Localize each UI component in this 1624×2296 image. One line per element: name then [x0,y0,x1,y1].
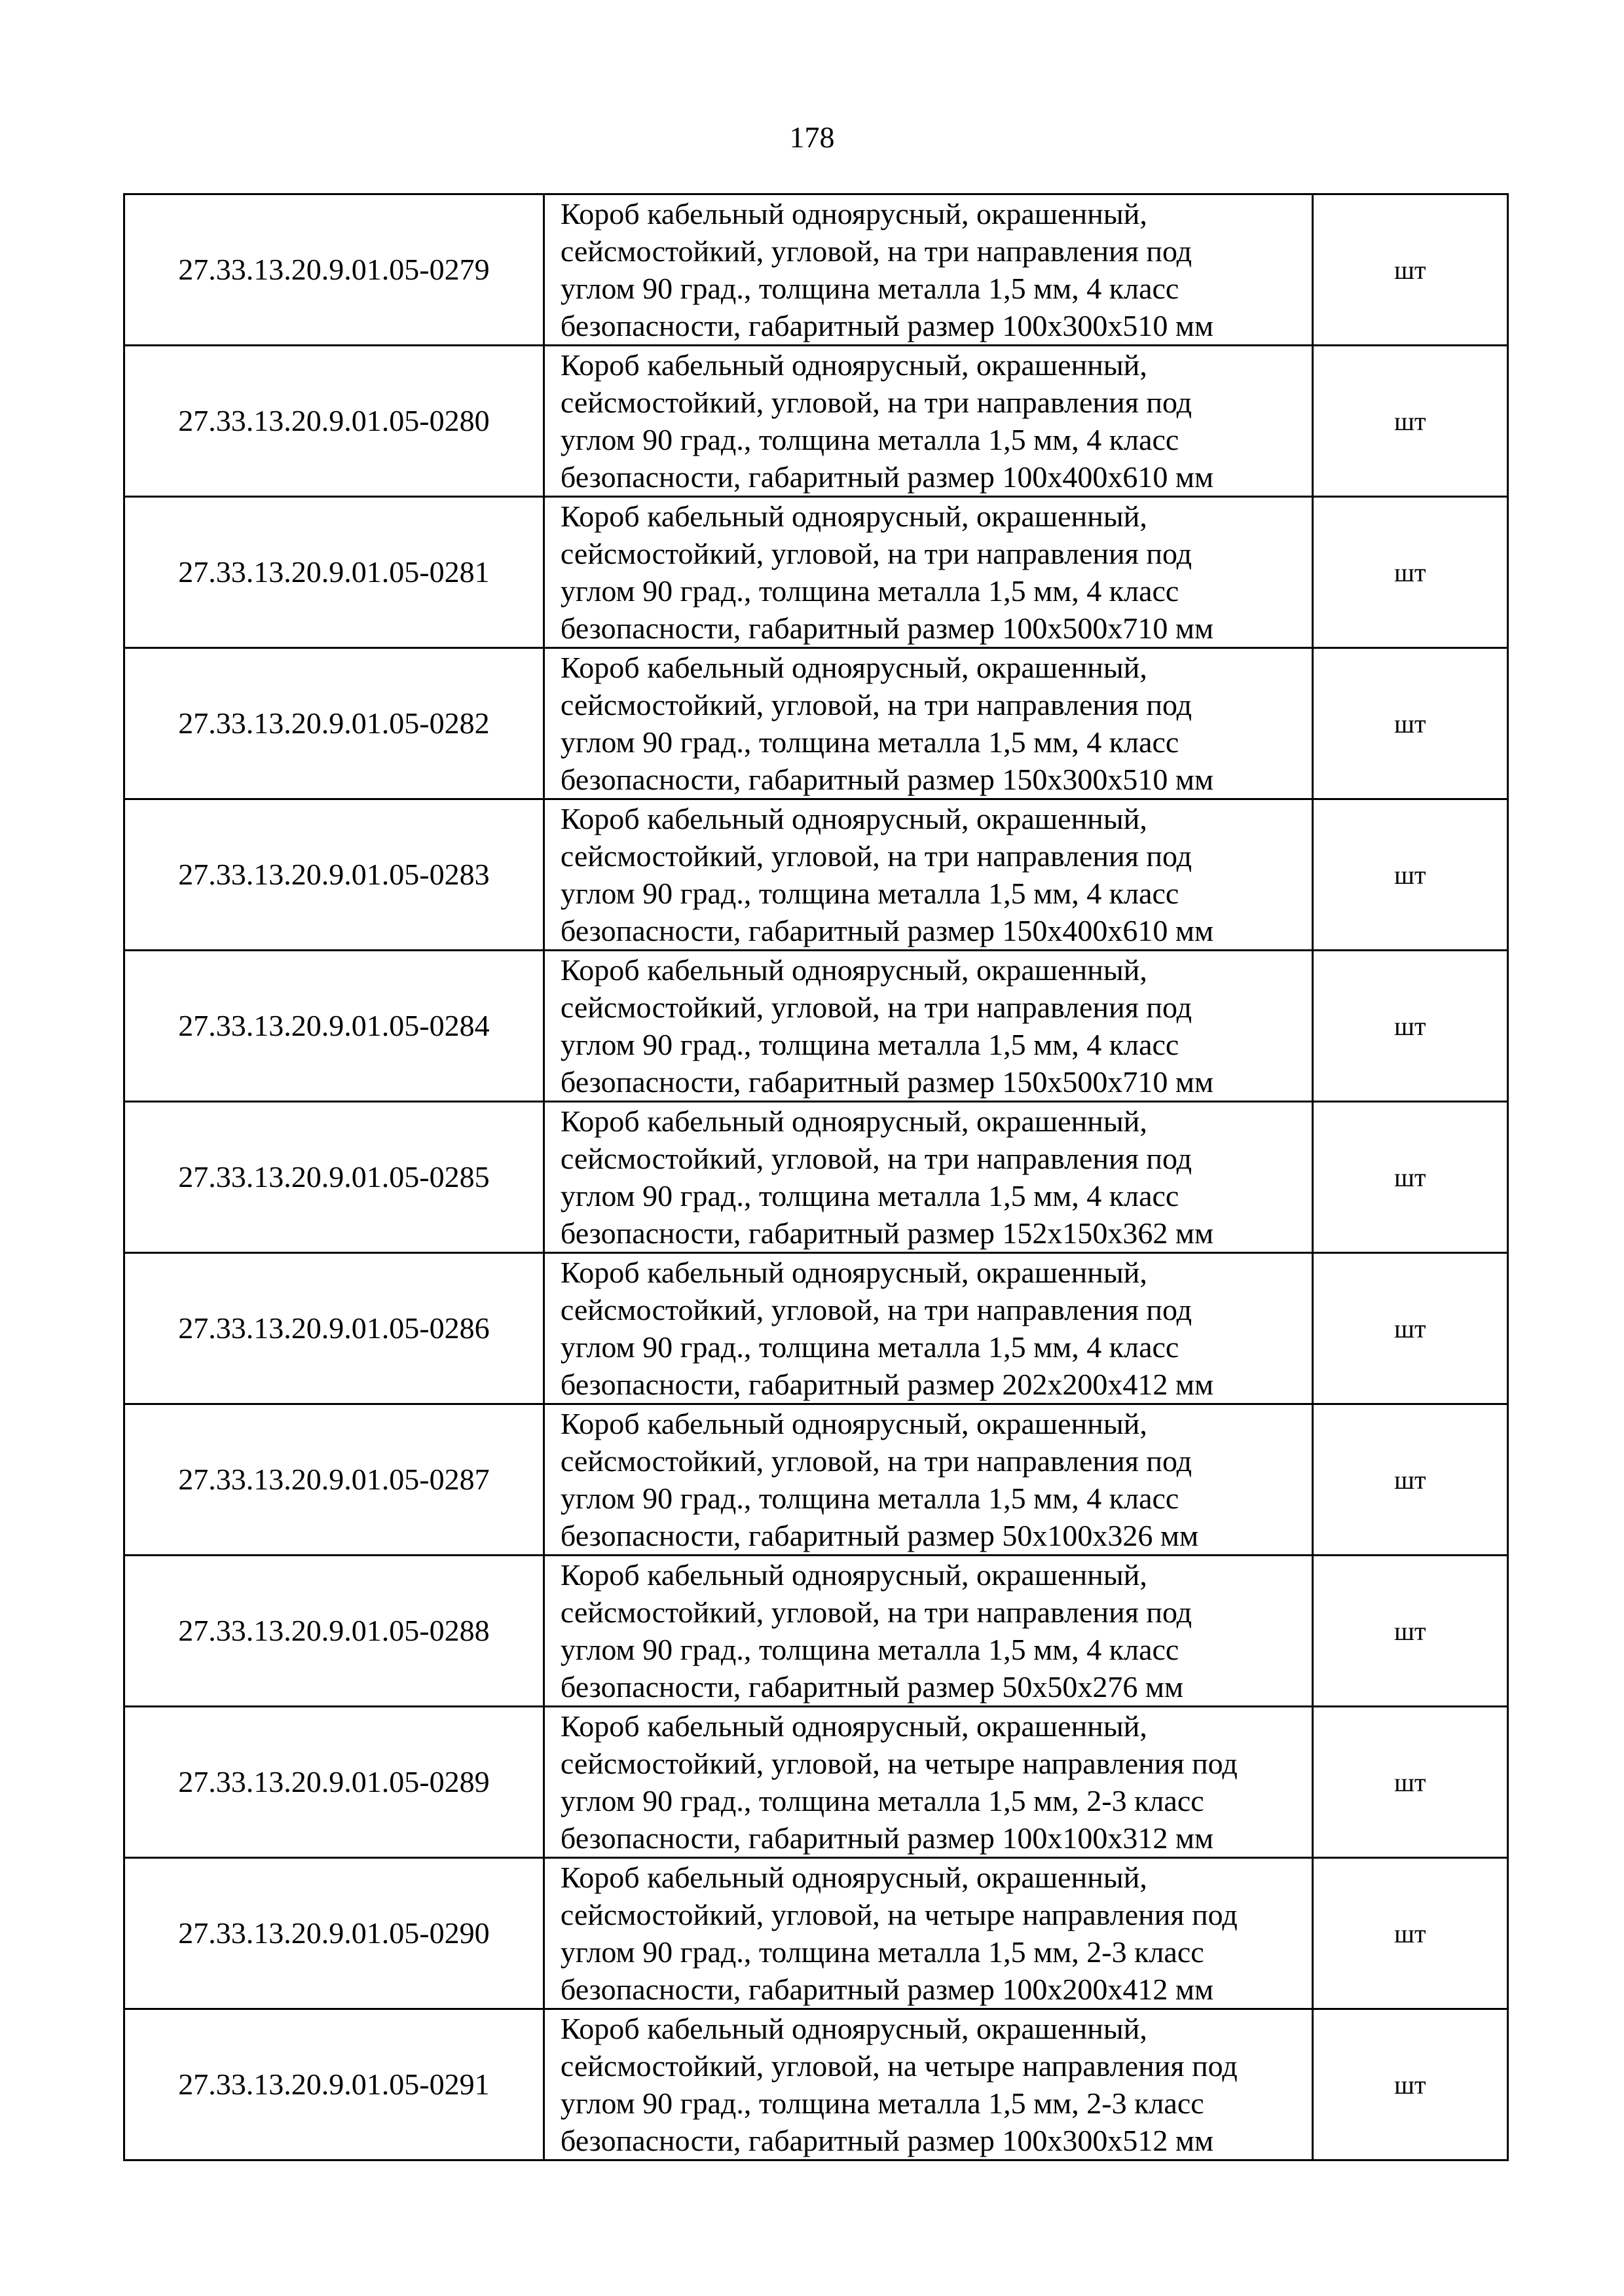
resource-description-cell [544,346,1312,497]
description-line: сейсмостойкий, угловой, на три направления под [560,991,1192,1024]
description-line: безопасности, габаритный размер 150х400х610 мм [560,914,1214,947]
description-line: сейсмостойкий, угловой, на три направления под [560,1142,1192,1175]
description-line: Короб кабельный одноярусный, окрашенный, [560,2012,1147,2045]
table-row [124,1556,1508,1707]
resource-description-cell [544,2009,1312,2160]
description-line: безопасности, габаритный размер 100х500х710 мм [560,611,1214,645]
unit-cell: шт [1312,2009,1507,2160]
resource-description-cell [544,648,1312,799]
resource-code-cell: 27.33.13.20.9.01.05-0291 [124,2009,544,2160]
resource-code-cell: 27.33.13.20.9.01.05-0289 [124,1707,544,1858]
resource-description-cell [544,1858,1312,2009]
description-line: углом 90 град., толщина металла 1,5 мм, 2-3 класс [560,2086,1204,2120]
description-line: углом 90 град., толщина металла 1,5 мм, 4 класс [560,1330,1179,1364]
resource-code-cell: 27.33.13.20.9.01.05-0283 [124,799,544,951]
unit-cell: шт [1312,951,1507,1102]
description-line: углом 90 град., толщина металла 1,5 мм, 4 класс [560,1482,1179,1515]
resource-description-cell [544,1707,1312,1858]
table-row [124,1102,1508,1253]
description-line: Короб кабельный одноярусный, окрашенный, [560,197,1147,230]
description-line: безопасности, габаритный размер 50х50х276 мм [560,1670,1184,1704]
table-row [124,497,1508,648]
table-row [124,346,1508,497]
description-line: Короб кабельный одноярусный, окрашенный, [560,500,1147,533]
resource-code-cell: 27.33.13.20.9.01.05-0285 [124,1102,544,1253]
unit-cell: шт [1312,799,1507,951]
table-row [124,648,1508,799]
unit-cell: шт [1312,1102,1507,1253]
unit-cell: шт [1312,648,1507,799]
table-row [124,194,1508,346]
resource-code-cell: 27.33.13.20.9.01.05-0290 [124,1858,544,2009]
description-line: сейсмостойкий, угловой, на четыре направления под [560,1747,1238,1780]
resource-description-cell [544,194,1312,346]
table-row [124,1707,1508,1858]
table-row [124,2009,1508,2160]
description-line: сейсмостойкий, угловой, на три направления под [560,537,1192,570]
description-line: сейсмостойкий, угловой, на три направления под [560,688,1192,721]
description-line: безопасности, габаритный размер 50х100х326 мм [560,1519,1199,1552]
table-row [124,1404,1508,1556]
resource-description-cell [544,799,1312,951]
unit-cell: шт [1312,1404,1507,1556]
resource-description-cell [544,1556,1312,1707]
description-line: Короб кабельный одноярусный, окрашенный, [560,953,1147,987]
description-line: Короб кабельный одноярусный, окрашенный, [560,1861,1147,1894]
table-row [124,1858,1508,2009]
table-row [124,799,1508,951]
description-line: безопасности, габаритный размер 100х300х512 мм [560,2124,1214,2157]
resource-code-cell: 27.33.13.20.9.01.05-0281 [124,497,544,648]
description-line: Короб кабельный одноярусный, окрашенный, [560,348,1147,382]
description-line: безопасности, габаритный размер 150х500х710 мм [560,1065,1214,1099]
description-line: безопасности, габаритный размер 100х200х412 мм [560,1973,1214,2006]
description-line: безопасности, габаритный размер 100х400х610 мм [560,460,1214,494]
description-line: углом 90 град., толщина металла 1,5 мм, 4 класс [560,574,1179,608]
description-line: углом 90 град., толщина металла 1,5 мм, 4 класс [560,423,1179,456]
table-body [124,194,1508,2160]
unit-cell: шт [1312,1858,1507,2009]
resource-code-cell: 27.33.13.20.9.01.05-0279 [124,194,544,346]
description-line: углом 90 град., толщина металла 1,5 мм, 4 класс [560,272,1179,305]
description-line: углом 90 град., толщина металла 1,5 мм, 4 класс [560,1179,1179,1212]
description-line: сейсмостойкий, угловой, на три направления под [560,1595,1192,1629]
table-row [124,1253,1508,1404]
description-line: углом 90 град., толщина металла 1,5 мм, 4 класс [560,1028,1179,1061]
description-line: сейсмостойкий, угловой, на три направления под [560,839,1192,873]
unit-cell: шт [1312,346,1507,497]
resource-description-cell [544,951,1312,1102]
description-line: безопасности, габаритный размер 100х300х510 мм [560,309,1214,342]
unit-cell: шт [1312,194,1507,346]
description-line: Короб кабельный одноярусный, окрашенный, [560,651,1147,684]
unit-cell: шт [1312,1556,1507,1707]
unit-cell: шт [1312,497,1507,648]
resource-code-cell: 27.33.13.20.9.01.05-0280 [124,346,544,497]
resource-code-cell: 27.33.13.20.9.01.05-0286 [124,1253,544,1404]
description-line: безопасности, габаритный размер 152х150х362 мм [560,1216,1214,1250]
description-line: сейсмостойкий, угловой, на три направления под [560,234,1192,268]
unit-cell: шт [1312,1253,1507,1404]
description-line: безопасности, габаритный размер 100х100х312 мм [560,1821,1214,1855]
resource-description-cell [544,1253,1312,1404]
page-number: 178 [789,120,835,154]
resource-description-cell [544,1404,1312,1556]
resource-code-cell: 27.33.13.20.9.01.05-0282 [124,648,544,799]
description-line: Короб кабельный одноярусный, окрашенный, [560,1407,1147,1440]
description-line: безопасности, габаритный размер 150х300х510 мм [560,763,1214,796]
resource-table [123,193,1509,2161]
description-line: Короб кабельный одноярусный, окрашенный, [560,1709,1147,1743]
description-line: сейсмостойкий, угловой, на четыре направления под [560,2049,1238,2083]
description-line: сейсмостойкий, угловой, на четыре направления под [560,1898,1238,1931]
resource-code-cell: 27.33.13.20.9.01.05-0287 [124,1404,544,1556]
description-line: углом 90 град., толщина металла 1,5 мм, 4 класс [560,877,1179,910]
resource-description-cell [544,497,1312,648]
description-line: сейсмостойкий, угловой, на три направления под [560,386,1192,419]
resource-description-cell [544,1102,1312,1253]
description-line: углом 90 град., толщина металла 1,5 мм, 2-3 класс [560,1784,1204,1817]
description-line: Короб кабельный одноярусный, окрашенный, [560,802,1147,835]
description-line: углом 90 град., толщина металла 1,5 мм, 4 класс [560,1633,1179,1666]
description-line: сейсмостойкий, угловой, на три направления под [560,1444,1192,1478]
resource-code-cell: 27.33.13.20.9.01.05-0284 [124,951,544,1102]
unit-cell: шт [1312,1707,1507,1858]
description-line: Короб кабельный одноярусный, окрашенный, [560,1256,1147,1289]
description-line: Короб кабельный одноярусный, окрашенный, [560,1558,1147,1592]
description-line: сейсмостойкий, угловой, на три направления под [560,1293,1192,1326]
table-row [124,951,1508,1102]
description-line: углом 90 град., толщина металла 1,5 мм, 4 класс [560,725,1179,759]
description-line: безопасности, габаритный размер 202х200х412 мм [560,1368,1214,1401]
description-line: Короб кабельный одноярусный, окрашенный, [560,1104,1147,1138]
resource-code-cell: 27.33.13.20.9.01.05-0288 [124,1556,544,1707]
description-line: углом 90 град., толщина металла 1,5 мм, 2-3 класс [560,1935,1204,1969]
